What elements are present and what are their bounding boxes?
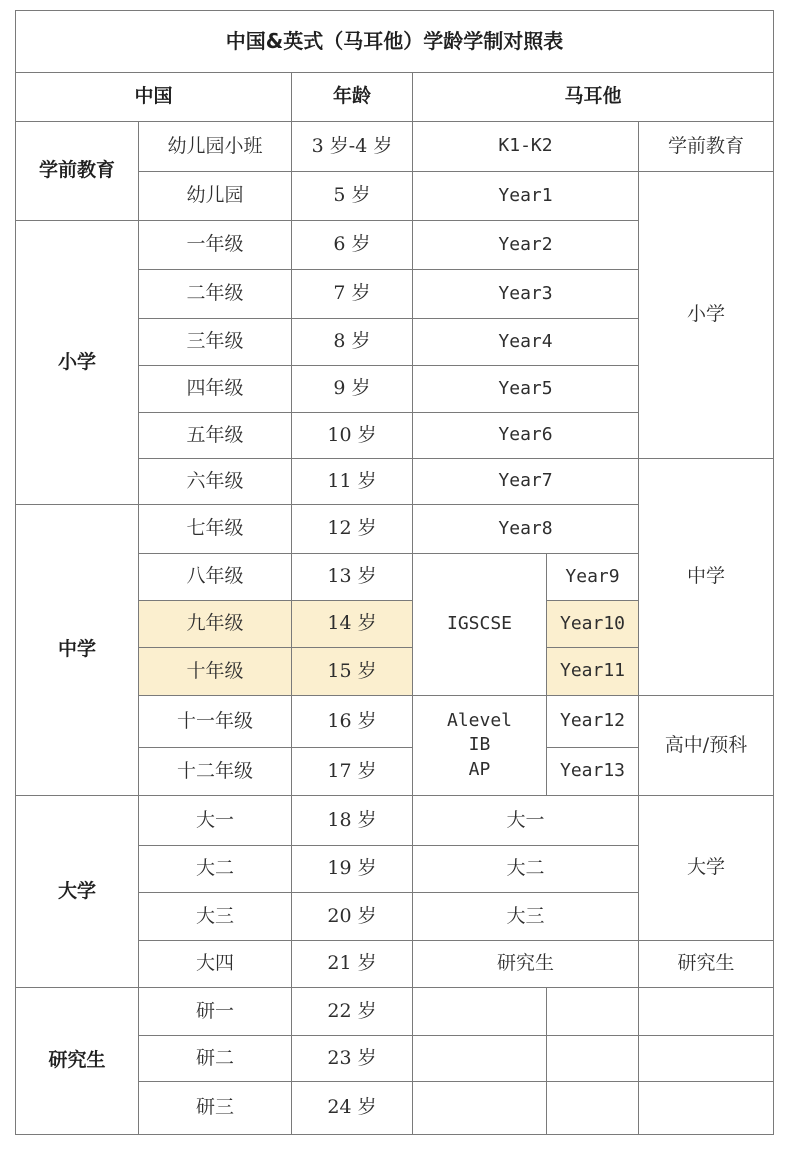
section-graduate: 研究生 (16, 988, 139, 1135)
age-cell-highlighted: 15 岁 (292, 648, 413, 696)
grade-cell: 三年级 (139, 319, 292, 366)
empty-cell (547, 988, 639, 1036)
age-cell: 7 岁 (292, 270, 413, 319)
header-age: 年龄 (292, 73, 413, 122)
section-secondary: 中学 (16, 505, 139, 796)
malta-year-cell: Year6 (413, 413, 639, 459)
age-cell: 19 岁 (292, 846, 413, 893)
age-cell-highlighted: 14 岁 (292, 601, 413, 648)
malta-year-cell: 大二 (413, 846, 639, 893)
age-cell: 16 岁 (292, 696, 413, 748)
malta-year-cell: K1-K2 (413, 122, 639, 172)
grade-cell: 一年级 (139, 221, 292, 270)
empty-cell (639, 1036, 774, 1082)
malta-program-igcse: IGSCSE (413, 554, 547, 696)
malta-year-cell: Year7 (413, 459, 639, 505)
malta-year-cell: Year9 (547, 554, 639, 601)
malta-stage-university: 大学 (639, 796, 774, 941)
malta-year-cell-highlighted: Year11 (547, 648, 639, 696)
grade-cell: 七年级 (139, 505, 292, 554)
age-cell: 17 岁 (292, 748, 413, 796)
age-cell: 18 岁 (292, 796, 413, 846)
age-cell: 8 岁 (292, 319, 413, 366)
grade-cell: 大一 (139, 796, 292, 846)
grade-cell: 大四 (139, 941, 292, 988)
grade-cell-highlighted: 十年级 (139, 648, 292, 696)
grade-cell: 十二年级 (139, 748, 292, 796)
grade-cell: 十一年级 (139, 696, 292, 748)
malta-stage-highschool: 高中/预科 (639, 696, 774, 796)
table-title: 中国&英式（马耳他）学龄学制对照表 (16, 11, 774, 73)
malta-year-cell: 大三 (413, 893, 639, 941)
age-cell: 6 岁 (292, 221, 413, 270)
grade-cell: 二年级 (139, 270, 292, 319)
grade-cell: 幼儿园 (139, 172, 292, 221)
age-cell: 22 岁 (292, 988, 413, 1036)
grade-cell: 研二 (139, 1036, 292, 1082)
age-cell: 11 岁 (292, 459, 413, 505)
age-cell: 21 岁 (292, 941, 413, 988)
grade-cell: 幼儿园小班 (139, 122, 292, 172)
age-cell: 20 岁 (292, 893, 413, 941)
program-ap: AP (468, 758, 491, 780)
age-cell: 9 岁 (292, 366, 413, 413)
empty-cell (413, 988, 547, 1036)
malta-stage-secondary: 中学 (639, 459, 774, 696)
empty-cell (413, 1036, 547, 1082)
grade-cell: 五年级 (139, 413, 292, 459)
malta-year-cell-highlighted: Year10 (547, 601, 639, 648)
section-university: 大学 (16, 796, 139, 988)
malta-year-cell: Year5 (413, 366, 639, 413)
header-china: 中国 (16, 73, 292, 122)
empty-cell (547, 1082, 639, 1135)
malta-year-cell: Year2 (413, 221, 639, 270)
grade-cell: 四年级 (139, 366, 292, 413)
program-ib: IB (468, 734, 491, 756)
malta-stage-primary: 小学 (639, 172, 774, 459)
age-cell: 5 岁 (292, 172, 413, 221)
program-alevel: Alevel (446, 710, 513, 732)
age-cell: 12 岁 (292, 505, 413, 554)
section-preschool: 学前教育 (16, 122, 139, 221)
header-malta: 马耳他 (413, 73, 774, 122)
grade-cell: 六年级 (139, 459, 292, 505)
age-cell: 10 岁 (292, 413, 413, 459)
malta-year-cell: Year4 (413, 319, 639, 366)
grade-cell: 研三 (139, 1082, 292, 1135)
age-cell: 24 岁 (292, 1082, 413, 1135)
age-cell: 23 岁 (292, 1036, 413, 1082)
grade-cell: 大二 (139, 846, 292, 893)
empty-cell (639, 1082, 774, 1135)
malta-stage-preschool: 学前教育 (639, 122, 774, 172)
malta-program-alevel-ib-ap (413, 696, 547, 796)
malta-year-cell: Year1 (413, 172, 639, 221)
grade-cell: 研一 (139, 988, 292, 1036)
empty-cell (639, 988, 774, 1036)
malta-year-cell: 大一 (413, 796, 639, 846)
section-primary: 小学 (16, 221, 139, 505)
malta-year-cell: Year8 (413, 505, 639, 554)
empty-cell (547, 1036, 639, 1082)
malta-stage-graduate: 研究生 (639, 941, 774, 988)
empty-cell (413, 1082, 547, 1135)
malta-year-cell: Year13 (547, 748, 639, 796)
malta-year-cell: 研究生 (413, 941, 639, 988)
grade-cell: 大三 (139, 893, 292, 941)
grade-cell: 八年级 (139, 554, 292, 601)
malta-year-cell: Year3 (413, 270, 639, 319)
malta-year-cell: Year12 (547, 696, 639, 748)
grade-cell-highlighted: 九年级 (139, 601, 292, 648)
age-cell: 3 岁-4 岁 (292, 122, 413, 172)
school-age-comparison-table (15, 10, 774, 1135)
age-cell: 13 岁 (292, 554, 413, 601)
